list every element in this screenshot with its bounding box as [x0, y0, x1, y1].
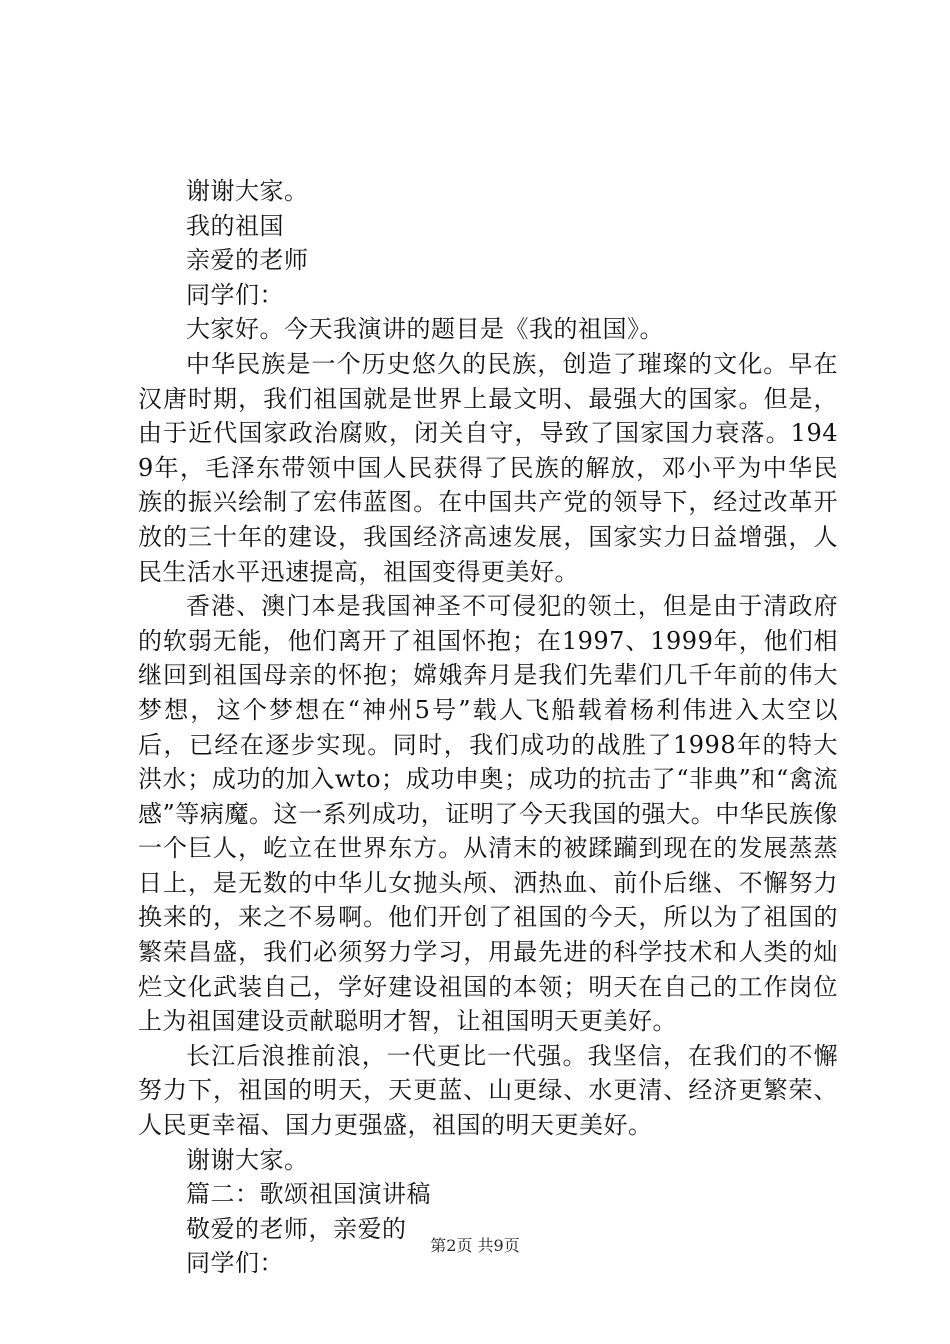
paragraph-future: 长江后浪推前浪，一代更比一代强。我坚信，在我们的不懈努力下，祖国的明天，天更蓝、山更绿、水更清、经济更繁荣、人民更幸福、国力更强盛，祖国的明天更美好。 — [138, 1041, 838, 1140]
paragraph-section-two-title: 篇二：歌颂祖国演讲稿 — [186, 1180, 431, 1209]
paragraph-achievements: 香港、澳门本是我国神圣不可侵犯的领土，但是由于清政府的软弱无能，他们离开了祖国怀抱；在1997、1999年，他们相继回到祖国母亲的怀抱；嫦娥奔月是我们先辈们几千年前的伟大梦想，这个梦想在“神州5号”载人飞船载着杨利伟进入太空以后，已经在逐步实现。同时，我们成功的战胜了1998年的特大洪水；成功的加入wto；成功申奥；成功的抗击了“非典”和“禽流感”等病魔。这一系列成功，证明了今天我国的强大。中华民族像一个巨人，屹立在世界东方。从清末的被蹂躏到现在的发展蒸蒸日上，是无数的中华儿女抛头颅、洒热血、前仆后继、不懈努力换来的，来之不易啊。他们开创了祖国的今天，所以为了祖国的繁荣昌盛，我们必须努力学习，用最先进的科学技术和人类的灿烂文化武装自己，学好建设祖国的本领；明天在自己的工作岗位上为祖国建设贡献聪明才智，让祖国明天更美好。 — [138, 592, 838, 1036]
paragraph-greeting: 大家好。今天我演讲的题目是《我的祖国》。 — [186, 315, 664, 344]
paragraph-salutation-students: 同学们： — [186, 280, 284, 309]
paragraph-salutation-2: 敬爱的老师，亲爱的 — [186, 1214, 407, 1243]
body-text — [138, 174, 838, 1281]
paragraph-salutation-students-2: 同学们： — [186, 1249, 284, 1278]
paragraph-thanks-2: 谢谢大家。 — [186, 1145, 309, 1174]
paragraph-history: 中华民族是一个历史悠久的民族，创造了璀璨的文化。早在汉唐时期，我们祖国就是世界上最文明、最强大的国家。但是，由于近代国家政治腐败，闭关自守，导致了国家国力衰落。1949年，毛泽东带领中国人民获得了民族的解放，邓小平为中华民族的振兴绘制了宏伟蓝图。在中国共产党的领导下，经过改革开放的三十年的建设，我国经济高速发展，国家实力日益增强，人民生活水平迅速提高，祖国变得更美好。 — [138, 349, 838, 586]
paragraph-speech-title: 我的祖国 — [186, 211, 284, 240]
page-footer: 第2页 共9页 — [430, 1236, 520, 1255]
paragraph-thanks-1: 谢谢大家。 — [186, 177, 309, 205]
paragraph-salutation-teachers: 亲爱的老师 — [186, 246, 309, 275]
